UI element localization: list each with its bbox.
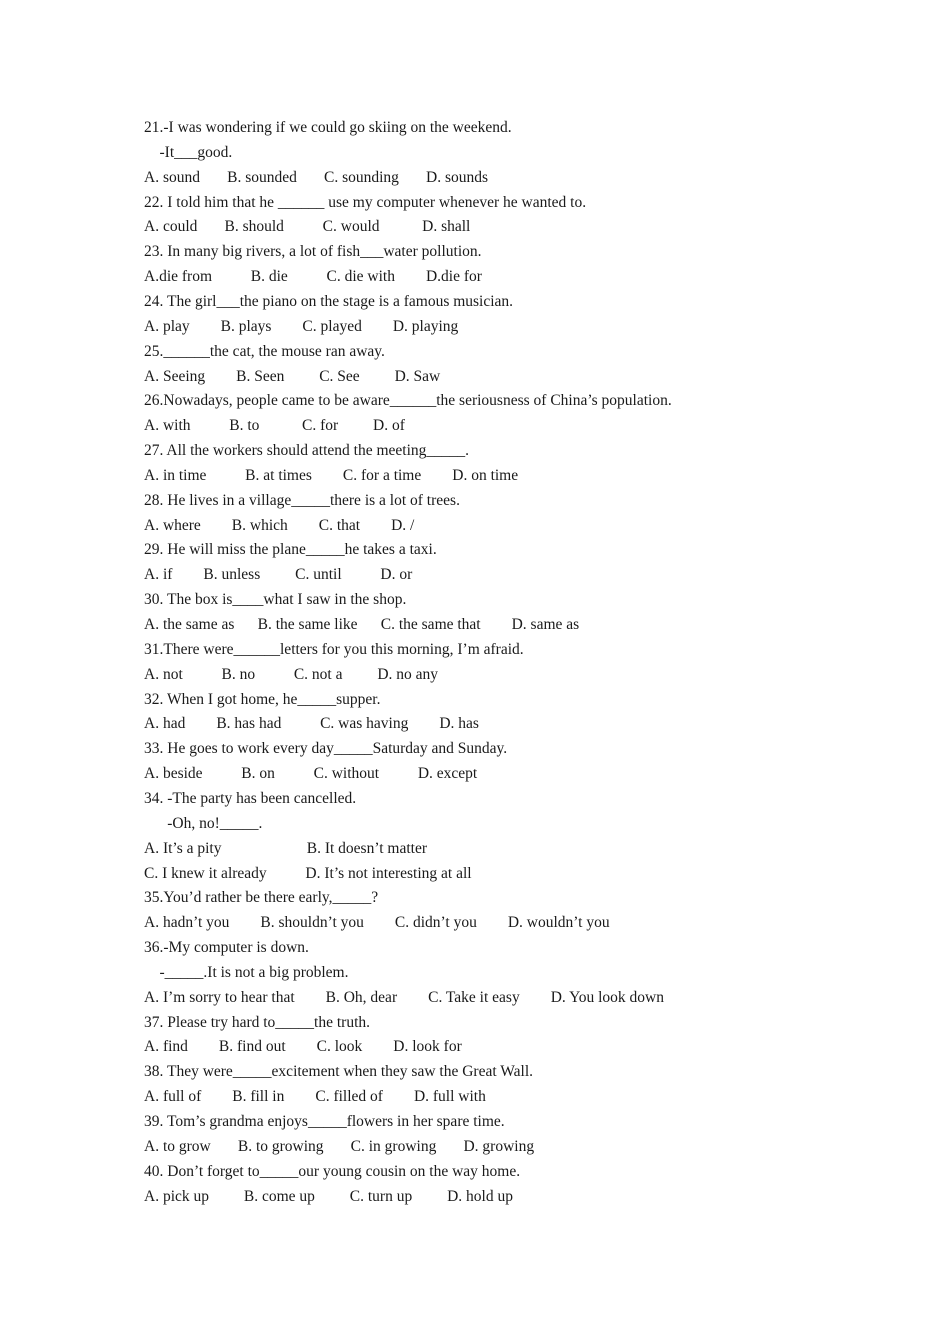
text-line: 22. I told him that he ______ use my computer whenever he wanted to. <box>144 193 587 211</box>
text-line: 27. All the workers should attend the meeting_____. <box>144 442 470 460</box>
text-line: A. I’m sorry to hear that B. Oh, dear C. Take it easy D. You look down <box>144 988 664 1006</box>
text-line: 29. He will miss the plane_____he takes a taxi. <box>144 541 437 559</box>
text-line: A. pick up B. come up C. turn up D. hold up <box>144 1187 513 1205</box>
text-line: A. hadn’t you B. shouldn’t you C. didn’t you D. wouldn’t you <box>144 914 610 932</box>
text-line: 34. -The party has been cancelled. <box>144 789 357 807</box>
text-line: 28. He lives in a village_____there is a lot of trees. <box>144 491 460 509</box>
text-line: 24. The girl___the piano on the stage is a famous musician. <box>144 292 514 310</box>
text-line: -_____.It is not a big problem. <box>144 963 349 981</box>
text-line: A. could B. should C. would D. shall <box>144 218 471 236</box>
text-line: -It___good. <box>144 143 233 161</box>
text-line: 31.There were______letters for you this morning, I’m afraid. <box>144 640 524 658</box>
text-line: A. had B. has had C. was having D. has <box>144 715 479 733</box>
text-line: A. with B. to C. for D. of <box>144 417 405 435</box>
text-line: 30. The box is____what I saw in the shop. <box>144 591 407 609</box>
text-line: -Oh, no!_____. <box>144 814 263 832</box>
text-line: A. in time B. at times C. for a time D. on time <box>144 466 519 484</box>
text-line: A. to grow B. to growing C. in growing D. growing <box>144 1137 535 1155</box>
text-line: A. where B. which C. that D. / <box>144 516 415 534</box>
text-line: A. Seeing B. Seen C. See D. Saw <box>144 367 441 385</box>
text-line: A. find B. find out C. look D. look for <box>144 1038 462 1056</box>
text-line: A. sound B. sounded C. sounding D. sounds <box>144 168 489 186</box>
text-line: A. if B. unless C. until D. or <box>144 566 413 584</box>
text-line: 36.-My computer is down. <box>144 939 309 957</box>
text-line: 37. Please try hard to_____the truth. <box>144 1013 370 1031</box>
text-line: 32. When I got home, he_____supper. <box>144 690 381 708</box>
text-line: A.die from B. die C. die with D.die for <box>144 268 482 286</box>
text-line: A. beside B. on C. without D. except <box>144 765 478 783</box>
text-line: 38. They were_____excitement when they saw the Great Wall. <box>144 1063 533 1081</box>
text-line: A. It’s a pity B. It doesn’t matter <box>144 839 427 857</box>
text-line: 25.______the cat, the mouse ran away. <box>144 342 385 360</box>
text-line: A. play B. plays C. played D. playing <box>144 317 459 335</box>
text-line: 21.-I was wondering if we could go skiing on the weekend. <box>144 119 512 136</box>
text-line: 26.Nowadays, people came to be aware______the seriousness of China’s population. <box>144 392 672 410</box>
text-line: A. full of B. fill in C. filled of D. full with <box>144 1088 486 1106</box>
text-line: 35.You’d rather be there early,_____? <box>144 889 379 907</box>
text-line: 23. In many big rivers, a lot of fish___water pollution. <box>144 243 482 261</box>
text-line: 33. He goes to work every day_____Saturday and Sunday. <box>144 740 508 758</box>
text-line: A. the same as B. the same like C. the same that D. same as <box>144 616 580 633</box>
text-line: A. not B. no C. not a D. no any <box>144 665 439 683</box>
text-line: C. I knew it already D. It’s not interesting at all <box>144 864 472 882</box>
text-line: 39. Tom’s grandma enjoys_____flowers in her spare time. <box>144 1113 505 1130</box>
text-line: 40. Don’t forget to_____our young cousin on the way home. <box>144 1162 521 1180</box>
